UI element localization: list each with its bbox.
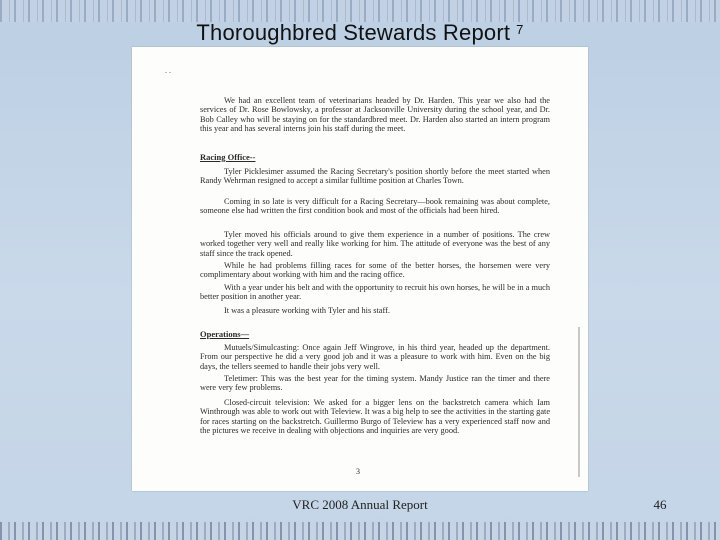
bottom-decorative-bar bbox=[0, 522, 720, 540]
racing-paragraph-4: While he had problems filling races for some of the better horses, the horsemen were very complimentary about working with him and the racing office. bbox=[200, 261, 550, 280]
racing-paragraph-3: Tyler moved his officials around to give them experience in a number of positions. The crew worked together very well and really like working for him. The attitude of everyone was the best of any staff since the track opened. bbox=[200, 230, 550, 258]
scan-speck: . . bbox=[165, 66, 171, 75]
slide-number: 46 bbox=[653, 497, 667, 512]
operations-paragraph-1: Mutuels/Simulcasting: Once again Jeff Wingrove, in his third year, headed up the department. From our perspective he did a very good job and it was a pleasure to work with him. Even on the big days, the tellers seemed to handle their jobs very well. bbox=[200, 343, 550, 371]
top-decorative-bar bbox=[0, 0, 720, 22]
document-page-number: 3 bbox=[356, 467, 360, 476]
slide-title bbox=[0, 20, 720, 46]
scanned-document-page bbox=[132, 47, 588, 491]
slide-title-text: Thoroughbred Stewards Report bbox=[196, 20, 511, 45]
scan-edge-line bbox=[578, 327, 580, 477]
operations-heading: Operations— bbox=[200, 329, 250, 339]
racing-office-heading: Racing Office-- bbox=[200, 152, 256, 162]
operations-paragraph-3: Closed-circuit television: We asked for a bigger lens on the backstretch camera which Iam Winthrough was able to work out with Teleview. It was a big help to see the activities in the starting gate for races starting on the backstretch. Guillermo Burgo of Teleview has a very experienced staff now and the pictures we receive in dealing with objections and inquiries are very good. bbox=[200, 398, 550, 436]
racing-paragraph-6: It was a pleasure working with Tyler and his staff. bbox=[224, 306, 390, 315]
slide-title-page-number: 7 bbox=[516, 22, 524, 37]
operations-paragraph-2: Teletimer: This was the best year for the timing system. Mandy Justice ran the timer and there were very few problems. bbox=[200, 374, 550, 393]
racing-paragraph-5: With a year under his belt and with the opportunity to recruit his own horses, he will be in a much better position in another year. bbox=[200, 283, 550, 302]
racing-paragraph-1: Tyler Picklesimer assumed the Racing Secretary's position shortly before the meet started when Randy Wehrman resigned to accept a similar fulltime position at Charles Town. bbox=[200, 167, 550, 186]
intro-paragraph: We had an excellent team of veterinarians headed by Dr. Harden. This year we also had the services of Dr. Rose Bowlowsky, a professor at Jacksonville University during the school year, and Dr. Bob Calley who will be staying on for the standardbred meet. Dr. Harden also started an intern program this year and has several interns join his staff during the meet. bbox=[200, 96, 550, 134]
slide-footer: VRC 2008 Annual Report bbox=[292, 497, 428, 512]
racing-paragraph-2: Coming in so late is very difficult for a Racing Secretary—book remaining was about complete, someone else had written the first condition book and most of the officials had been hired. bbox=[200, 197, 550, 216]
